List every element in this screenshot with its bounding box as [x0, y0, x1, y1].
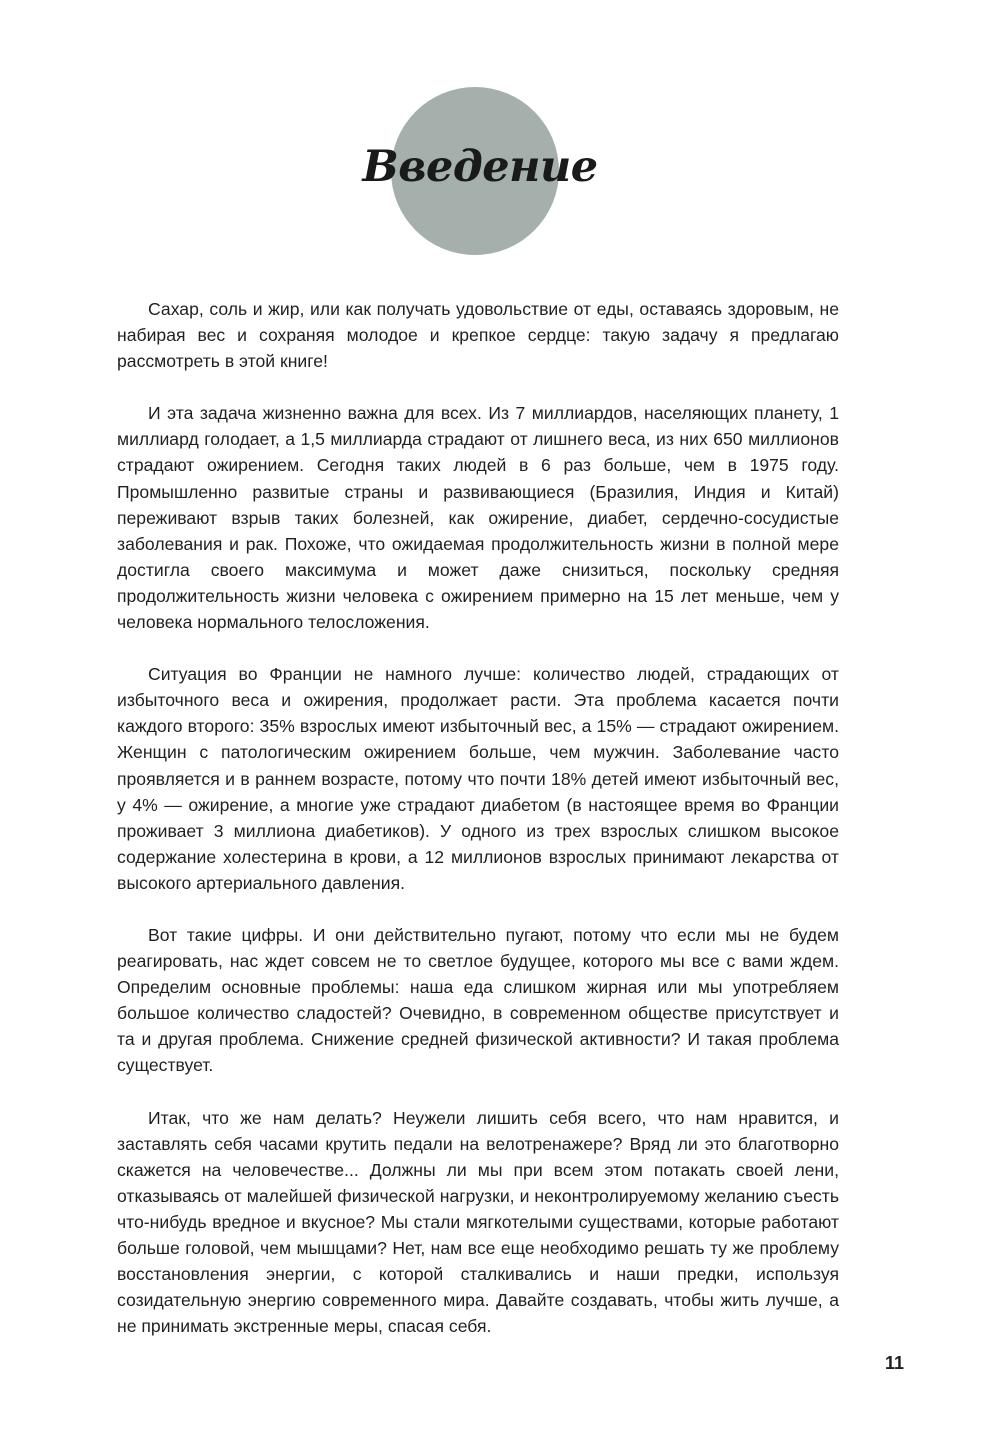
paragraph-2: И эта задача жизненно важна для всех. Из 7 миллиардов, населяющих планету, 1 миллиард голодает, а 1,5 миллиарда страдают от лишнего веса, из них 650 миллионов страдают ожирением. Сегодня таких людей в 6 раз больше, чем в 1975 году. Промышленно развитые страны и развивающиеся (Бразилия, Индия и Китай) переживают взрыв таких болезней, как ожирение, диабет, сердечно-сосудистые заболевания и рак. Похоже, что ожидаемая продолжительность жизни в полной мере достигла своего максимума и может даже снизиться, поскольку средняя продолжительность жизни человека с ожирением примерно на 15 лет меньше, чем у человека нормального телосложения.: [117, 403, 839, 633]
page-title: Введение: [362, 142, 598, 192]
body-text: [117, 296, 839, 1365]
page-number: 11: [884, 1353, 904, 1373]
paragraph-4: Вот такие цифры. И они действительно пугают, потому что если мы не будем реагировать, нас ждет совсем не то светлое будущее, которого мы все с вами ждем. Определим основные проблемы: наша еда слишком жирная или мы употребляем большое количество сладостей? Очевидно, в современном обществе присутствует и та и другая проблема. Снижение средней физической активности? И такая проблема существует.: [117, 924, 839, 1076]
paragraph-3: Ситуация во Франции не намного лучше: количество людей, страдающих от избыточного веса и ожирения, продолжает расти. Эта проблема касается почти каждого второго: 35% взрослых имеют избыточный вес, а 15% — страдают ожирением. Женщин с патологическим ожирением больше, чем мужчин. Заболевание часто проявляется и в раннем возрасте, потому что почти 18% детей имеют избыточный вес, у 4% — ожирение, а многие уже страдают диабетом (в настоящее время во Франции проживает 3 миллиона диабетиков). У одного из трех взрослых слишком высокое содержание холестерина в крови, а 12 миллионов взрослых принимают лекарства от высокого артериального давления.: [117, 664, 839, 893]
paragraph-5: Итак, что же нам делать? Неужели лишить себя всего, что нам нравится, и заставлять себя часами крутить педали на велотренажере? Вряд ли это благотворно скажется на человечестве... Должны ли мы при всем этом потакать своей лени, отказываясь от малейшей физической нагрузки, и неконтролируемому желанию съесть что-нибудь вредное и вкусное? Мы стали мягкотелыми существами, которые работают больше головой, чем мышцами? Нет, нам все еще необходимо решать ту же проблему восстановления энергии, с которой сталкивались и наши предки, используя созидательную энергию современного мира. Давайте создавать, чтобы жить лучше, а не принимать экстренные меры, спасая себя.: [117, 1107, 839, 1337]
paragraph-1: Сахар, соль и жир, или как получать удовольствие от еды, оставаясь здоровым, не набирая вес и сохраняя молодое и крепкое сердце: такую задачу я предлагаю рассмотреть в этой книге!: [117, 299, 839, 372]
